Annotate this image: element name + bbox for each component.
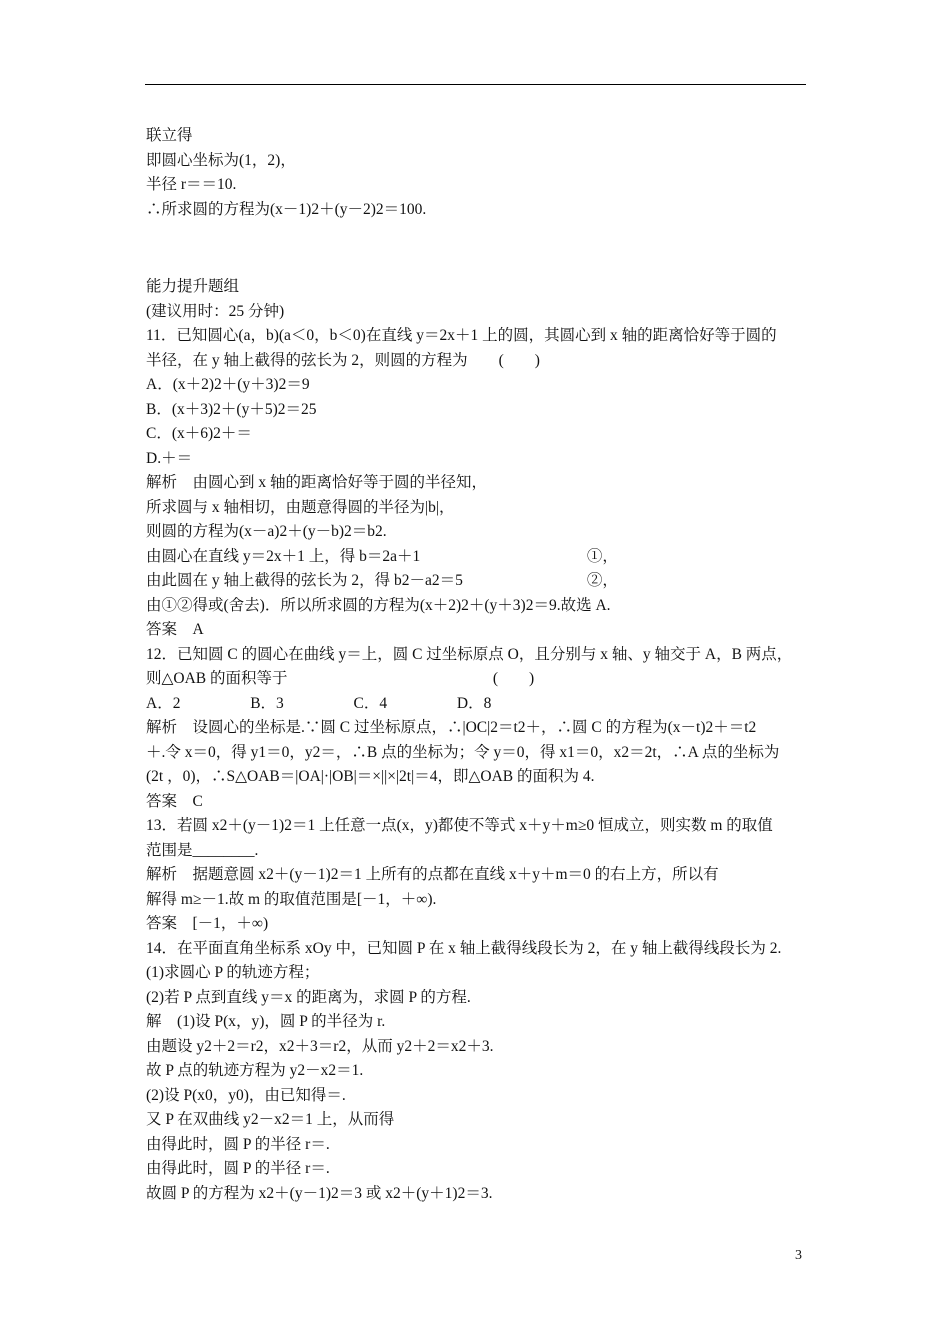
- text-line: (建议用时：25 分钟): [146, 302, 285, 320]
- text-line: 由得此时，圆 P 的半径 r＝.: [146, 1135, 330, 1153]
- text-line: 则圆的方程为(x－a)2＋(y－b)2＝b2.: [146, 523, 387, 540]
- text-line: 由圆心在直线 y＝2x＋1 上，得 b＝2a＋1 ①，: [146, 547, 618, 565]
- answer-line: 答案 [－1，＋∞): [146, 915, 269, 932]
- text-line: 半径，在 y 轴上截得的弦长为 2，则圆的方程为 ( ): [146, 351, 540, 369]
- text-line: 又 P 在双曲线 y2－x2＝1 上，从而得: [146, 1111, 395, 1128]
- page-number: 3: [795, 1248, 802, 1263]
- text-line: 联立得: [146, 127, 193, 144]
- text-line: (1)求圆心 P 的轨迹方程；: [146, 964, 320, 981]
- text-line: 故 P 点的轨迹方程为 y2－x2＝1.: [146, 1062, 364, 1079]
- text-line: 则△OAB 的面积等于 ( ): [146, 670, 535, 687]
- section-heading: 能力提升题组: [146, 278, 240, 295]
- text-line: 解得 m≥－1.故 m 的取值范围是[－1，＋∞).: [146, 890, 437, 908]
- answer-line: 答案 A: [146, 621, 204, 638]
- analysis-line: 解析 设圆心的坐标是.∵圆 C 过坐标原点，∴|OC|2＝t2＋，∴圆 C 的方程为(x－t)2＋＝t2: [146, 719, 757, 736]
- text-line: ＋.令 x＝0，得 y1＝0，y2＝，∴B 点的坐标为；令 y＝0，得 x1＝0，x2＝2t，∴A 点的坐标为: [146, 743, 780, 761]
- section-gap: [146, 222, 810, 275]
- main-block: [146, 275, 810, 1206]
- question-13: 13．若圆 x2＋(y－1)2＝1 上任意一点(x，y)都使不等式 x＋y＋m≥0 恒成立，则实数 m 的取值: [146, 817, 773, 834]
- solution-line: 解 (1)设 P(x，y)，圆 P 的半径为 r.: [146, 1013, 386, 1030]
- text-line: 范围是________.: [146, 841, 259, 859]
- option-line: B．(x＋3)2＋(y＋5)2＝25: [146, 400, 317, 418]
- text-line: 所求圆与 x 轴相切，由题意得圆的半径为|b|，: [146, 498, 455, 516]
- text-line: 由①②得或(舍去)．所以所求圆的方程为(x＋2)2＋(y＋3)2＝9.故选 A.: [146, 596, 611, 614]
- page-body: [146, 124, 810, 1206]
- option-line: C．(x＋6)2＋＝: [146, 425, 252, 442]
- text-line: 半径 r＝＝10.: [146, 176, 237, 193]
- text-line: 由题设 y2＋2＝r2，x2＋3＝r2，从而 y2＋2＝x2＋3.: [146, 1037, 494, 1055]
- question-12: 12．已知圆 C 的圆心在曲线 y＝上，圆 C 过坐标原点 O，且分别与 x 轴、y 轴交于 A，B 两点，: [146, 645, 793, 663]
- text-line: 即圆心坐标为(1，2)，: [146, 151, 296, 169]
- text-line: 由此圆在 y 轴上截得的弦长为 2，得 b2－a2＝5 ②，: [146, 572, 618, 589]
- text-line: (2)设 P(x0，y0)，由已知得＝.: [146, 1086, 346, 1104]
- text-line: 由得此时，圆 P 的半径 r＝.: [146, 1160, 330, 1177]
- text-line: 故圆 P 的方程为 x2＋(y－1)2＝3 或 x2＋(y＋1)2＝3.: [146, 1184, 493, 1202]
- option-line: A．2 B．3 C．4 D．8: [146, 694, 492, 712]
- answer-line: 答案 C: [146, 792, 203, 810]
- option-line: A．(x＋2)2＋(y＋3)2＝9: [146, 376, 310, 393]
- question-11: 11．已知圆心(a，b)(a＜0，b＜0)在直线 y＝2x＋1 上的圆，其圆心到 x 轴的距离恰好等于圆的: [146, 327, 777, 344]
- header-rule: [145, 84, 806, 85]
- text-line: (2)若 P 点到直线 y＝x 的距离为，求圆 P 的方程.: [146, 988, 471, 1006]
- text-line: ∴所求圆的方程为(x－1)2＋(y－2)2＝100.: [146, 200, 427, 218]
- question-14: 14．在平面直角坐标系 xOy 中，已知圆 P 在 x 轴上截得线段长为 2，在 y 轴上截得线段长为 2.: [146, 939, 782, 957]
- option-line: D.＋＝: [146, 449, 193, 467]
- top-block: [146, 124, 810, 222]
- analysis-line: 解析 由圆心到 x 轴的距离恰好等于圆的半径知，: [146, 474, 488, 491]
- text-line: (2t ，0)，∴S△OAB＝|OA|·|OB|＝×||×|2t|＝4，即△OAB 的面积为 4.: [146, 768, 595, 785]
- analysis-line: 解析 据题意圆 x2＋(y－1)2＝1 上所有的点都在直线 x＋y＋m＝0 的右上方，所以有: [146, 866, 719, 883]
